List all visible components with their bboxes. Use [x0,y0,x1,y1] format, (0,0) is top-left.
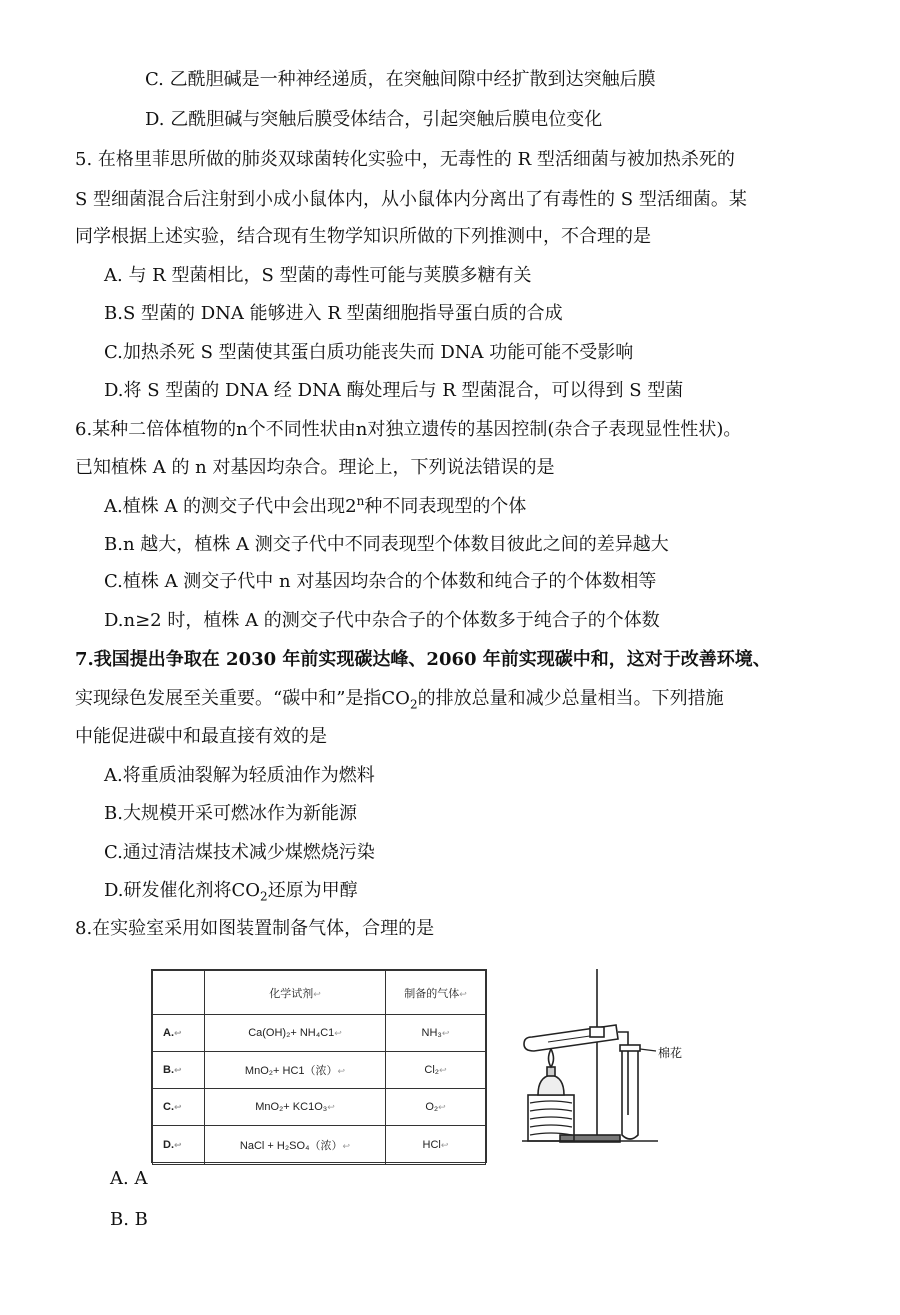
q7-stem-line1: 7.我国提出争取在 2030 年前实现碳达峰、2060 年前实现碳中和，这对于改善环境、 [75,649,771,670]
clamp [590,1027,604,1037]
alcohol-lamp [538,1075,564,1095]
block-stripes [530,1101,572,1135]
table-row [153,1089,486,1126]
row-reagent: MnO₂+ KC1O₃↩ [205,1089,386,1126]
q6-option-c: C.植株 A 测交子代中 n 对基因均杂合的个体数和纯合子的个体数相等 [104,571,657,592]
q5-stem-line1: 5. 在格里菲思所做的肺炎双球菌转化实验中，无毒性的 R 型活细菌与被加热杀死的 [75,149,735,170]
table-header-row [153,971,486,1015]
header-reagent: 化学试剂↩ [205,971,386,1015]
collection-tube [622,1049,638,1139]
q7-stem-line2: 实现绿色发展至关重要。“碳中和”是指$CO_2$的排放总量和减少总量相当。下列措施 [75,688,724,712]
q6-option-d: D.n≥2 时，植株 A 的测交子代中杂合子的个体数多于纯合子的个体数 [104,610,660,631]
q5-option-a: A. 与 R 型菌相比，S 型菌的毒性可能与荚膜多糖有关 [104,265,532,286]
row-gas: HCl↩ [386,1126,486,1165]
table-row [153,1126,486,1165]
row-reagent: NaCl + H₂SO₄（浓）↩ [205,1126,386,1165]
q8-stem: 8.在实验室采用如图装置制备气体，合理的是 [75,918,435,939]
row-label: B.↩ [153,1052,205,1089]
reagent-table [151,969,487,1163]
row-gas: Cl₂↩ [386,1052,486,1089]
q4-option-d: D. 乙酰胆碱与突触后膜受体结合，引起突触后膜电位变化 [145,109,603,130]
q6-stem-line2: 已知植株 A 的 n 对基因均杂合。理论上，下列说法错误的是 [75,457,555,478]
q8-option-b: B. B [110,1209,148,1230]
lamp-flame [549,1049,554,1067]
q5-stem-line3: 同学根据上述实验，结合现有生物学知识所做的下列推测中，不合理的是 [75,226,651,247]
q7-stem-line3: 中能促进碳中和最直接有效的是 [75,726,327,747]
q5-option-d: D.将 S 型菌的 DNA 经 DNA 酶处理后与 R 型菌混合，可以得到 S 型菌 [104,380,684,401]
q8-option-a: A. A [110,1168,148,1189]
row-label: A.↩ [153,1015,205,1052]
cotton-plug [620,1045,640,1051]
row-reagent: MnO₂+ HC1（浓）↩ [205,1052,386,1089]
row-reagent: Ca(OH)₂+ NH₄C1↩ [205,1015,386,1052]
row-gas: O₂↩ [386,1089,486,1126]
q7-option-b: B.大规模开采可燃冰作为新能源 [104,803,357,824]
q7-option-c: C.通过清洁煤技术减少煤燃烧污染 [104,842,375,863]
cotton-label: 棉花 [658,1046,683,1060]
table-row [153,1052,486,1089]
q6-option-a: A.植株 A 的测交子代中会出现2$^n$种不同表现型的个体 [104,494,527,517]
q7-option-a: A.将重质油裂解为轻质油作为燃料 [104,765,375,786]
table-corner-cell [153,971,205,1015]
q7-option-d: D.研发催化剂将$CO_2$还原为甲醇 [104,880,358,904]
row-label: C.↩ [153,1089,205,1126]
q6-stem-line1: 6.某种二倍体植物的n个不同性状由n对独立遗传的基因控制(杂合子表现显性性状)。 [75,419,742,440]
q5-stem-line2: S 型细菌混合后注射到小成小鼠体内，从小鼠体内分离出了有毒性的 S 型活细菌。某 [75,189,747,210]
table-row [153,1015,486,1052]
row-gas: NH₃↩ [386,1015,486,1052]
q5-option-c: C.加热杀死 S 型菌使其蛋白质功能丧失而 DNA 功能可能不受影响 [104,342,634,363]
gas-apparatus-figure [518,965,688,1150]
row-label: D.↩ [153,1126,205,1165]
q4-option-c: C. 乙酰胆碱是一种神经递质，在突触间隙中经扩散到达突触后膜 [145,69,656,90]
header-gas: 制备的气体↩ [386,971,486,1015]
q6-option-b: B.n 越大，植株 A 测交子代中不同表现型个体数目彼此之间的差异越大 [104,534,669,555]
q5-option-b: B.S 型菌的 DNA 能够进入 R 型菌细胞指导蛋白质的合成 [104,303,563,324]
